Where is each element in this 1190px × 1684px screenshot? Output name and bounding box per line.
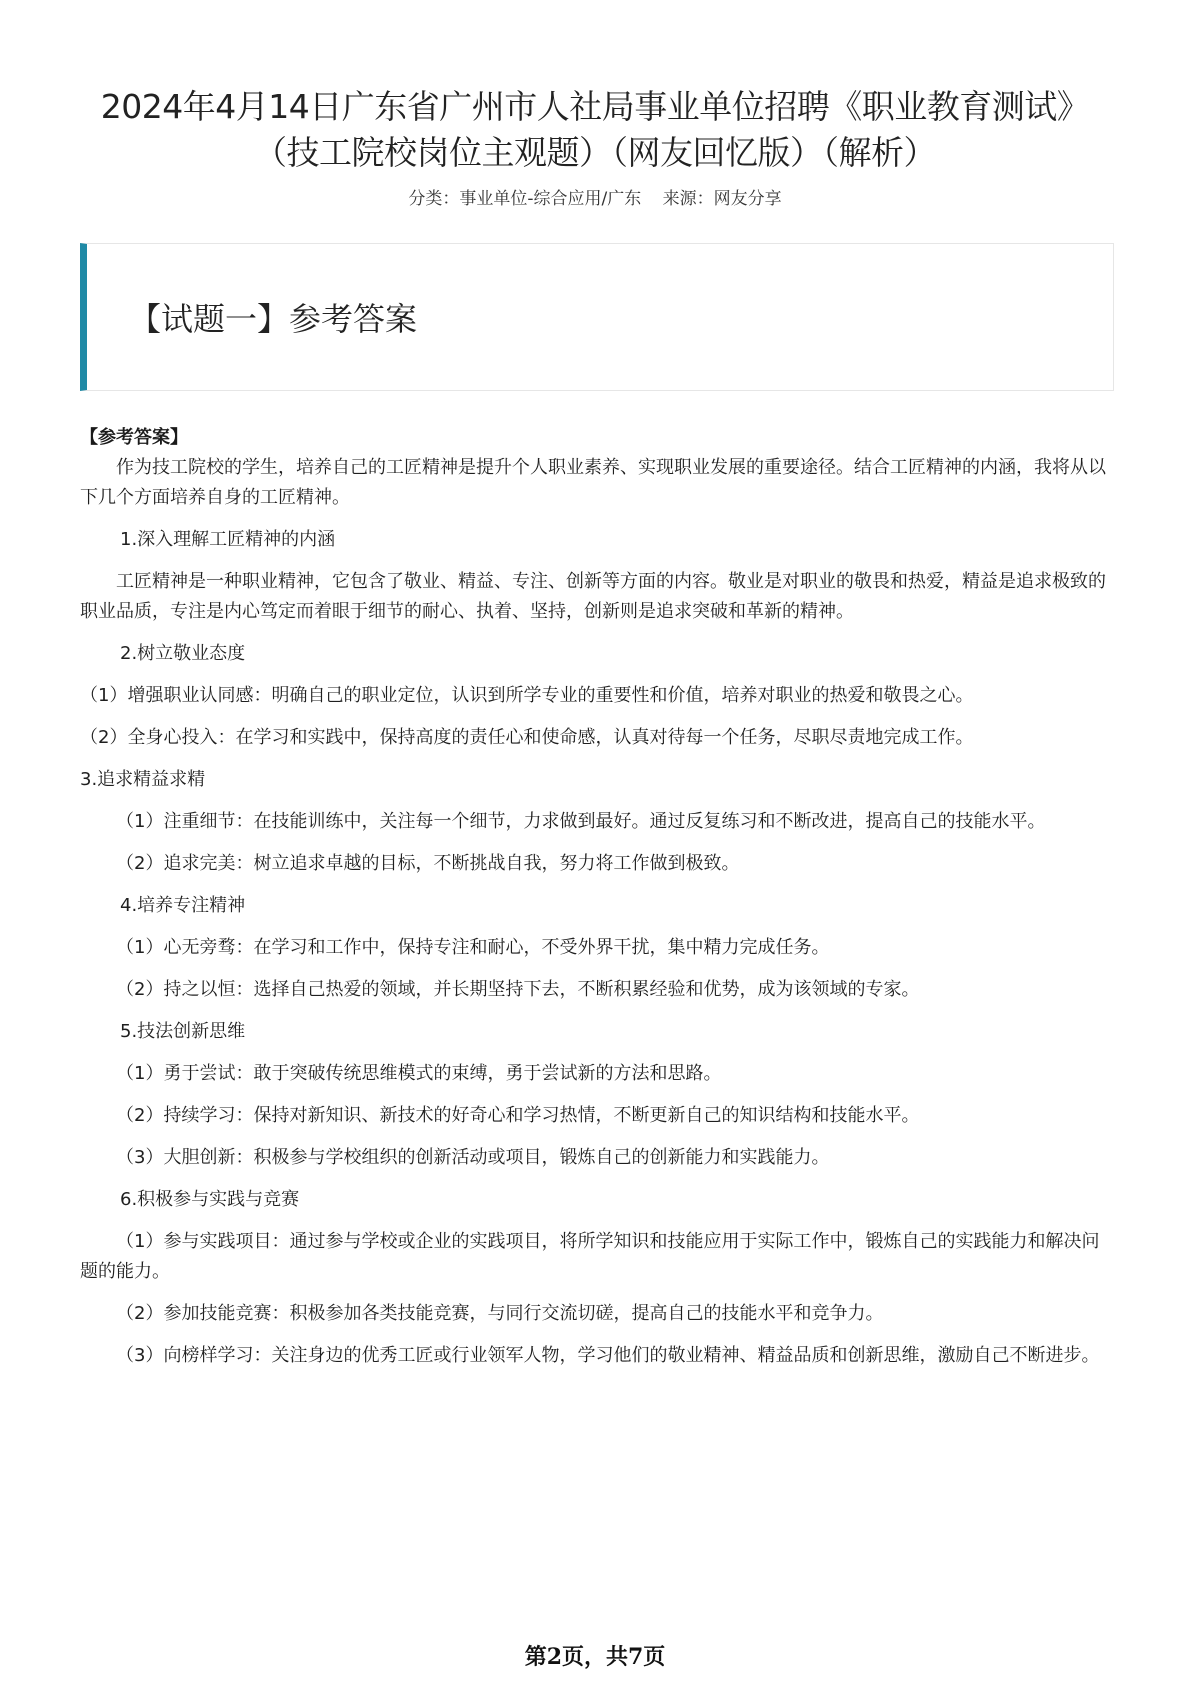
paragraph-6a: （1）参与实践项目：通过参与学校或企业的实践项目，将所学知识和技能应用于实际工作中，锻炼自己的实践能力和解决问题的能力。 xyxy=(80,1231,1100,1282)
page-indicator: 第2页，共7页 xyxy=(524,1644,666,1670)
paragraph-4a: （1）心无旁骛：在学习和工作中，保持专注和耐心，不受外界干扰，集中精力完成任务。 xyxy=(116,937,830,958)
heading-5: 5.技法创新思维 xyxy=(120,1021,246,1042)
answer-content xyxy=(80,423,1110,1371)
heading-1: 1.深入理解工匠精神的内涵 xyxy=(120,529,336,550)
paragraph-5b: （2）持续学习：保持对新知识、新技术的好奇心和学习热情，不断更新自己的知识结构和技能水平。 xyxy=(116,1105,920,1126)
source-text: 来源：网友分享 xyxy=(662,189,782,209)
paragraph-3a: （1）注重细节：在技能训练中，关注每一个细节，力求做到最好。通过反复练习和不断改进，提高自己的技能水平。 xyxy=(116,811,1046,832)
paragraph-5a: （1）勇于尝试：敢于突破传统思维模式的束缚，勇于尝试新的方法和思路。 xyxy=(116,1063,722,1084)
intro-paragraph: 作为技工院校的学生，培养自己的工匠精神是提升个人职业素养、实现职业发展的重要途径。结合工匠精神的内涵，我将从以下几个方面培养自身的工匠精神。 xyxy=(80,457,1106,508)
category-text: 分类：事业单位-综合应用/广东 xyxy=(408,189,642,209)
heading-3: 3.追求精益求精 xyxy=(80,769,206,790)
heading-6: 6.积极参与实践与竞赛 xyxy=(120,1189,300,1210)
section-header-box xyxy=(80,243,1114,391)
paragraph-2b: （2）全身心投入：在学习和实践中，保持高度的责任心和使命感，认真对待每一个任务，尽职尽责地完成工作。 xyxy=(80,727,974,748)
paragraph-5c: （3）大胆创新：积极参与学校组织的创新活动或项目，锻炼自己的创新能力和实践能力。 xyxy=(116,1147,830,1168)
paragraph-6b: （2）参加技能竞赛：积极参加各类技能竞赛，与同行交流切磋，提高自己的技能水平和竞争力。 xyxy=(116,1303,884,1324)
paragraph-3b: （2）追求完美：树立追求卓越的目标，不断挑战自我，努力将工作做到极致。 xyxy=(116,853,740,874)
paragraph-1: 工匠精神是一种职业精神，它包含了敬业、精益、专注、创新等方面的内容。敬业是对职业的敬畏和热爱，精益是追求极致的职业品质，专注是内心笃定而着眼于细节的耐心、执着、坚持，创新则是追求突破和革新的精神。 xyxy=(80,571,1106,622)
heading-2: 2.树立敬业态度 xyxy=(120,643,246,664)
document-meta xyxy=(80,184,1110,209)
heading-4: 4.培养专注精神 xyxy=(120,895,246,916)
paragraph-2a: （1）增强职业认同感：明确自己的职业定位，认识到所学专业的重要性和价值，培养对职业的热爱和敬畏之心。 xyxy=(80,685,974,706)
section-heading: 【试题一】参考答案 xyxy=(129,300,418,338)
page-title: 2024年4月14日广东省广州市人社局事业单位招聘《职业教育测试》（技工院校岗位主观题）（网友回忆版）（解析） xyxy=(100,87,1090,172)
paragraph-6c: （3）向榜样学习：关注身边的优秀工匠或行业领军人物，学习他们的敬业精神、精益品质和创新思维，激励自己不断进步。 xyxy=(116,1345,1100,1366)
paragraph-4b: （2）持之以恒：选择自己热爱的领域，并长期坚持下去，不断积累经验和优势，成为该领域的专家。 xyxy=(116,979,920,1000)
answer-label: 【参考答案】 xyxy=(80,427,188,448)
